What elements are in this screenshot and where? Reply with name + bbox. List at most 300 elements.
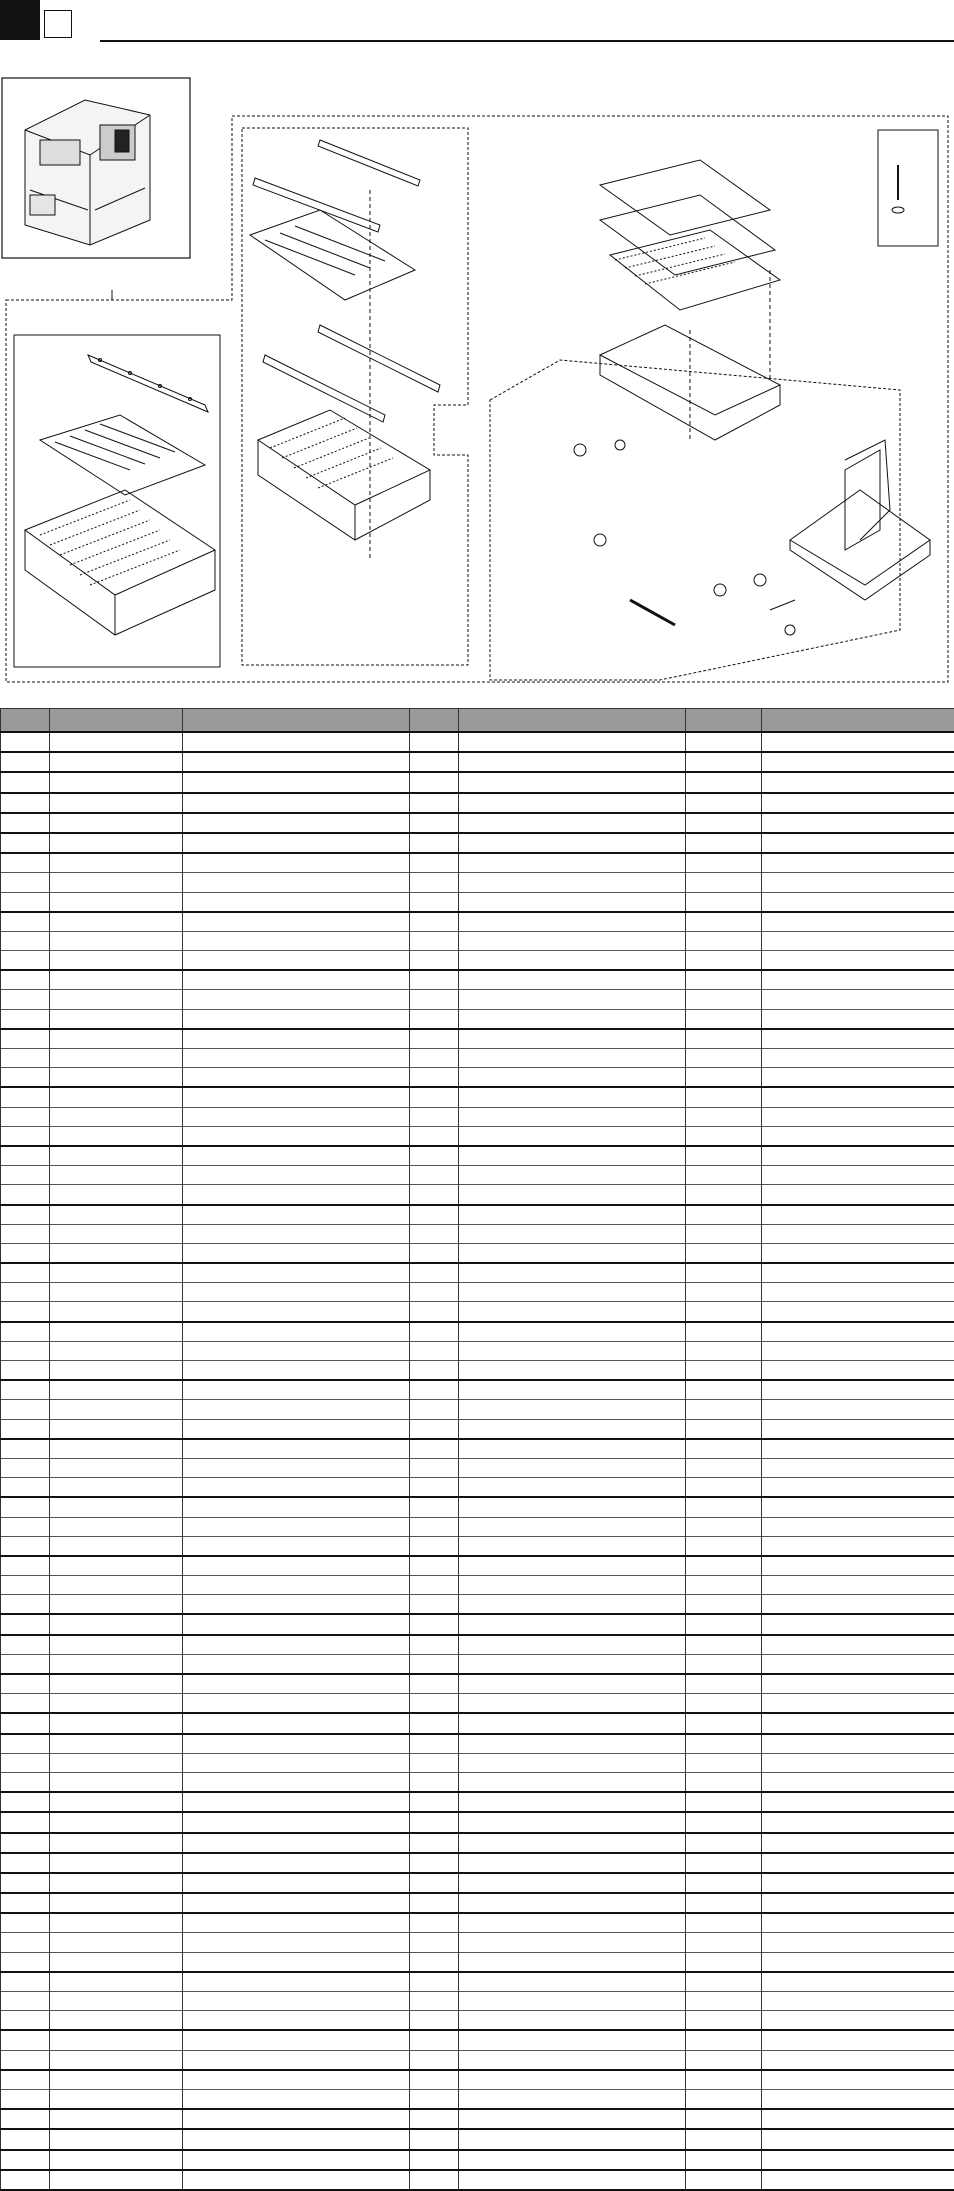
- table-cell: [183, 813, 410, 833]
- table-cell: [762, 833, 954, 853]
- table-cell: [459, 1556, 686, 1576]
- table-cell: [50, 1654, 183, 1674]
- table-cell: [50, 1009, 183, 1029]
- table-cell: [459, 1029, 686, 1049]
- table-cell: [762, 2170, 954, 2190]
- table-cell: [762, 1517, 954, 1536]
- mid-plate: [250, 210, 415, 300]
- table-cell: [183, 793, 410, 813]
- table-cell: [762, 951, 954, 971]
- table-cell: [183, 1517, 410, 1536]
- parts-list-table: [0, 708, 954, 2191]
- table-row: [1, 1243, 954, 1263]
- table-cell: [410, 2011, 459, 2031]
- table-cell: [183, 2070, 410, 2090]
- table-cell: [762, 1654, 954, 1674]
- table-cell: [762, 1972, 954, 1992]
- table-cell: [50, 970, 183, 990]
- table-cell: [686, 2089, 762, 2109]
- table-cell: [762, 1833, 954, 1853]
- table-cell: [459, 1205, 686, 1225]
- table-cell: [50, 1713, 183, 1733]
- table-row: [1, 931, 954, 950]
- table-cell: [50, 1674, 183, 1694]
- table-cell: [686, 990, 762, 1009]
- table-cell: [1, 2070, 50, 2090]
- table-cell: [459, 1361, 686, 1381]
- table-cell: [50, 1556, 183, 1576]
- table-row: [1, 1361, 954, 1381]
- table-cell: [50, 1992, 183, 2011]
- table-cell: [410, 951, 459, 971]
- table-cell: [762, 2030, 954, 2050]
- table-row: [1, 1614, 954, 1634]
- table-cell: [686, 772, 762, 792]
- table-cell: [762, 813, 954, 833]
- table-cell: [183, 1400, 410, 1419]
- table-cell: [50, 1361, 183, 1381]
- table-cell: [183, 1576, 410, 1595]
- table-cell: [1, 1263, 50, 1283]
- table-cell: [459, 912, 686, 932]
- fittings: [574, 440, 795, 635]
- table-cell: [1, 1185, 50, 1205]
- table-cell: [50, 2030, 183, 2050]
- table-cell: [762, 1772, 954, 1792]
- table-cell: [183, 2011, 410, 2031]
- left-base: [25, 490, 215, 635]
- table-cell: [1, 990, 50, 1009]
- table-cell: [183, 1853, 410, 1873]
- table-cell: [183, 1380, 410, 1400]
- table-cell: [762, 1380, 954, 1400]
- table-cell: [459, 1654, 686, 1674]
- table-row: [1, 1576, 954, 1595]
- table-cell: [410, 892, 459, 912]
- table-cell: [1, 1812, 50, 1832]
- table-cell: [410, 813, 459, 833]
- table-cell: [410, 2089, 459, 2109]
- table-row: [1, 1049, 954, 1068]
- table-cell: [1, 1439, 50, 1459]
- table-cell: [50, 1576, 183, 1595]
- table-cell: [686, 1400, 762, 1419]
- table-cell: [762, 2070, 954, 2090]
- table-cell: [50, 813, 183, 833]
- table-cell: [1, 1361, 50, 1381]
- table-cell: [410, 1992, 459, 2011]
- table-cell: [1, 752, 50, 772]
- table-cell: [762, 1933, 954, 1952]
- mid-rail-top: [318, 140, 420, 186]
- table-row: [1, 873, 954, 892]
- table-cell: [762, 1029, 954, 1049]
- table-cell: [686, 833, 762, 853]
- table-cell: [50, 912, 183, 932]
- table-row: [1, 1595, 954, 1615]
- table-cell: [459, 1713, 686, 1733]
- table-cell: [1, 1635, 50, 1655]
- table-cell: [50, 2050, 183, 2070]
- table-cell: [410, 931, 459, 950]
- table-cell: [686, 1185, 762, 1205]
- table-row: [1, 2170, 954, 2190]
- table-cell: [183, 1972, 410, 1992]
- table-cell: [410, 2050, 459, 2070]
- table-cell: [410, 1614, 459, 1634]
- table-cell: [183, 1185, 410, 1205]
- table-cell: [410, 1517, 459, 1536]
- table-row: [1, 1873, 954, 1893]
- table-cell: [50, 951, 183, 971]
- table-cell: [1, 873, 50, 892]
- table-cell: [1, 1400, 50, 1419]
- table-cell: [410, 1913, 459, 1933]
- table-cell: [410, 1595, 459, 1615]
- table-cell: [1, 951, 50, 971]
- table-cell: [762, 1873, 954, 1893]
- table-cell: [50, 833, 183, 853]
- table-cell: [50, 2150, 183, 2170]
- table-cell: [459, 1517, 686, 1536]
- table-cell: [459, 1753, 686, 1772]
- table-cell: [1, 2150, 50, 2170]
- table-cell: [50, 1873, 183, 1893]
- section-marker-block: [0, 0, 40, 40]
- table-cell: [459, 1107, 686, 1126]
- table-cell: [686, 1419, 762, 1439]
- table-cell: [410, 1536, 459, 1556]
- table-cell: [686, 1893, 762, 1913]
- table-cell: [183, 1419, 410, 1439]
- table-cell: [1, 1419, 50, 1439]
- table-row: [1, 1068, 954, 1088]
- table-cell: [183, 1243, 410, 1263]
- table-cell: [410, 1713, 459, 1733]
- table-cell: [459, 1635, 686, 1655]
- table-cell: [50, 1753, 183, 1772]
- table-cell: [50, 1224, 183, 1243]
- table-cell: [1, 1009, 50, 1029]
- table-row: [1, 1893, 954, 1913]
- table-cell: [50, 2170, 183, 2190]
- table-cell: [410, 1772, 459, 1792]
- table-cell: [459, 2050, 686, 2070]
- table-cell: [459, 1992, 686, 2011]
- table-cell: [686, 1263, 762, 1283]
- table-cell: [1, 1694, 50, 1714]
- table-cell: [50, 1049, 183, 1068]
- table-cell: [1, 1107, 50, 1126]
- table-cell: [762, 1734, 954, 1754]
- table-cell: [459, 752, 686, 772]
- table-cell: [686, 2109, 762, 2129]
- table-cell: [686, 1614, 762, 1634]
- pcb-cover: [600, 160, 770, 235]
- table-cell: [1, 2089, 50, 2109]
- table-cell: [410, 1341, 459, 1360]
- table-cell: [459, 1068, 686, 1088]
- table-cell: [410, 2070, 459, 2090]
- table-cell: [459, 2150, 686, 2170]
- table-cell: [762, 793, 954, 813]
- table-cell: [410, 2109, 459, 2129]
- table-cell: [1, 1674, 50, 1694]
- table-cell: [1, 1833, 50, 1853]
- subassembly-box-right: [490, 360, 900, 680]
- table-cell: [686, 1952, 762, 1972]
- table-cell: [686, 1713, 762, 1733]
- table-cell: [410, 1576, 459, 1595]
- table-cell: [686, 1322, 762, 1342]
- table-cell: [459, 1734, 686, 1754]
- table-cell: [762, 2129, 954, 2149]
- table-cell: [762, 1009, 954, 1029]
- table-cell: [686, 970, 762, 990]
- table-cell: [50, 1302, 183, 1322]
- table-row: [1, 1654, 954, 1674]
- table-cell: [183, 1913, 410, 1933]
- table-cell: [762, 1361, 954, 1381]
- table-row: [1, 1933, 954, 1952]
- table-cell: [410, 1322, 459, 1342]
- table-cell: [686, 1380, 762, 1400]
- table-cell: [459, 732, 686, 752]
- table-cell: [410, 990, 459, 1009]
- table-cell: [762, 1400, 954, 1419]
- table-cell: [459, 1614, 686, 1634]
- table-cell: [459, 1536, 686, 1556]
- table-row: [1, 1753, 954, 1772]
- table-cell: [50, 1087, 183, 1107]
- table-cell: [459, 1049, 686, 1068]
- table-cell: [762, 1224, 954, 1243]
- table-cell: [183, 1556, 410, 1576]
- table-cell: [410, 1734, 459, 1754]
- table-row: [1, 1812, 954, 1832]
- table-cell: [686, 1439, 762, 1459]
- table-cell: [686, 1792, 762, 1812]
- table-row: [1, 1185, 954, 1205]
- table-cell: [762, 912, 954, 932]
- table-row: [1, 813, 954, 833]
- col-header-2: [50, 709, 183, 733]
- table-cell: [410, 1972, 459, 1992]
- table-cell: [762, 1302, 954, 1322]
- table-cell: [1, 1556, 50, 1576]
- table-cell: [686, 1576, 762, 1595]
- table-cell: [686, 1654, 762, 1674]
- table-cell: [762, 1419, 954, 1439]
- table-cell: [1, 813, 50, 833]
- table-cell: [410, 1635, 459, 1655]
- table-row: [1, 1556, 954, 1576]
- table-cell: [686, 1107, 762, 1126]
- table-cell: [686, 2011, 762, 2031]
- table-cell: [459, 1380, 686, 1400]
- table-cell: [686, 793, 762, 813]
- table-cell: [410, 1009, 459, 1029]
- table-cell: [459, 1126, 686, 1146]
- table-row: [1, 1146, 954, 1166]
- table-cell: [1, 2109, 50, 2129]
- subassembly-box-left: [14, 335, 220, 667]
- table-cell: [762, 1439, 954, 1459]
- inset-box: [878, 130, 938, 246]
- table-cell: [50, 2089, 183, 2109]
- table-cell: [183, 752, 410, 772]
- table-cell: [410, 1361, 459, 1381]
- table-cell: [50, 892, 183, 912]
- table-cell: [50, 931, 183, 950]
- table-cell: [1, 1224, 50, 1243]
- table-cell: [762, 1497, 954, 1517]
- table-cell: [686, 1341, 762, 1360]
- mid-base: [258, 410, 430, 540]
- table-row: [1, 1419, 954, 1439]
- table-cell: [410, 1263, 459, 1283]
- col-header-6: [686, 709, 762, 733]
- table-cell: [686, 1068, 762, 1088]
- mid-rail-2: [253, 178, 380, 232]
- table-cell: [686, 2170, 762, 2190]
- table-cell: [183, 1753, 410, 1772]
- table-cell: [459, 2030, 686, 2050]
- table-cell: [686, 1205, 762, 1225]
- table-cell: [686, 1146, 762, 1166]
- table-row: [1, 2050, 954, 2070]
- table-cell: [1, 2011, 50, 2031]
- table-cell: [686, 813, 762, 833]
- table-cell: [50, 2070, 183, 2090]
- table-row: [1, 2030, 954, 2050]
- table-cell: [686, 951, 762, 971]
- table-cell: [762, 1792, 954, 1812]
- table-row: [1, 912, 954, 932]
- table-cell: [50, 1107, 183, 1126]
- table-cell: [686, 1497, 762, 1517]
- table-cell: [1, 1126, 50, 1146]
- table-row: [1, 1792, 954, 1812]
- table-cell: [459, 931, 686, 950]
- table-cell: [183, 873, 410, 892]
- table-cell: [50, 1772, 183, 1792]
- table-cell: [1, 1614, 50, 1634]
- table-cell: [762, 1694, 954, 1714]
- table-cell: [686, 1166, 762, 1185]
- table-cell: [50, 1400, 183, 1419]
- table-row: [1, 1126, 954, 1146]
- table-cell: [1, 892, 50, 912]
- table-cell: [410, 1952, 459, 1972]
- table-cell: [410, 1893, 459, 1913]
- table-cell: [1, 1713, 50, 1733]
- table-cell: [183, 2150, 410, 2170]
- table-cell: [686, 1833, 762, 1853]
- table-cell: [459, 2011, 686, 2031]
- table-cell: [50, 2011, 183, 2031]
- table-row: [1, 1635, 954, 1655]
- table-cell: [183, 990, 410, 1009]
- table-cell: [50, 1419, 183, 1439]
- table-row: [1, 1497, 954, 1517]
- table-row: [1, 1674, 954, 1694]
- table-row: [1, 1713, 954, 1733]
- table-cell: [183, 1029, 410, 1049]
- table-cell: [410, 1146, 459, 1166]
- table-cell: [762, 1576, 954, 1595]
- table-cell: [410, 1833, 459, 1853]
- table-cell: [459, 1812, 686, 1832]
- table-cell: [762, 1674, 954, 1694]
- table-row: [1, 2150, 954, 2170]
- table-cell: [762, 1107, 954, 1126]
- table-cell: [50, 1166, 183, 1185]
- table-cell: [762, 1049, 954, 1068]
- table-row: [1, 1992, 954, 2011]
- table-cell: [459, 1913, 686, 1933]
- table-cell: [183, 892, 410, 912]
- table-cell: [762, 1205, 954, 1225]
- table-cell: [183, 2109, 410, 2129]
- table-row: [1, 892, 954, 912]
- table-cell: [410, 772, 459, 792]
- table-row: [1, 833, 954, 853]
- table-cell: [762, 1243, 954, 1263]
- table-cell: [762, 2011, 954, 2031]
- table-cell: [1, 1322, 50, 1342]
- table-row: [1, 732, 954, 752]
- table-cell: [459, 1458, 686, 1477]
- table-cell: [686, 1009, 762, 1029]
- table-cell: [50, 732, 183, 752]
- table-cell: [686, 1243, 762, 1263]
- table-cell: [50, 772, 183, 792]
- table-cell: [1, 1283, 50, 1302]
- table-cell: [762, 772, 954, 792]
- table-cell: [1, 2129, 50, 2149]
- table-row: [1, 1458, 954, 1477]
- table-cell: [459, 1087, 686, 1107]
- table-cell: [459, 892, 686, 912]
- table-cell: [1, 1243, 50, 1263]
- table-cell: [50, 1972, 183, 1992]
- table-cell: [183, 1772, 410, 1792]
- table-cell: [1, 732, 50, 752]
- table-cell: [410, 1933, 459, 1952]
- table-cell: [762, 1713, 954, 1733]
- table-cell: [762, 1087, 954, 1107]
- table-cell: [762, 1913, 954, 1933]
- table-row: [1, 1029, 954, 1049]
- table-cell: [459, 1009, 686, 1029]
- table-cell: [50, 1380, 183, 1400]
- table-cell: [183, 732, 410, 752]
- table-cell: [459, 813, 686, 833]
- table-row: [1, 1833, 954, 1853]
- table-cell: [762, 1536, 954, 1556]
- table-cell: [183, 1087, 410, 1107]
- mid-bars: [263, 325, 440, 422]
- table-cell: [1, 1952, 50, 1972]
- table-row: [1, 1263, 954, 1283]
- table-cell: [686, 1049, 762, 1068]
- table-cell: [686, 1458, 762, 1477]
- table-cell: [459, 1478, 686, 1498]
- table-cell: [686, 2030, 762, 2050]
- table-body: [1, 732, 954, 2190]
- table-cell: [762, 2050, 954, 2070]
